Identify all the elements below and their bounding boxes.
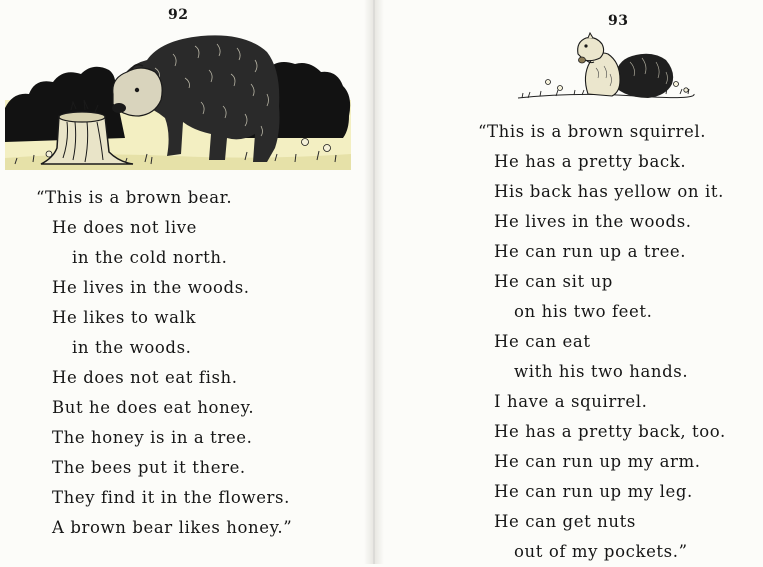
text-line: He can run up my leg. [494,482,693,501]
text-line: He can run up my arm. [494,452,701,471]
text-line: He lives in the woods. [52,278,250,297]
page-number: 93 [608,13,629,29]
left-page-text [36,183,292,543]
squirrel-illustration [516,32,696,107]
text-line: His back has yellow on it. [494,182,724,201]
text-line: He can sit up [494,272,613,291]
text-line: He does not eat fish. [52,368,238,387]
text-line: But he does eat honey. [52,398,255,417]
text-line: The bees put it there. [52,458,246,477]
right-page [380,0,763,564]
right-page-text [478,117,726,567]
left-page [0,0,372,564]
text-line: The honey is in a tree. [52,428,253,447]
text-line: in the woods. [72,338,192,357]
text-line: He can run up a tree. [494,242,687,261]
text-line: in the cold north. [72,248,228,267]
text-line: He lives in the woods. [494,212,692,231]
text-line: out of my pockets.” [514,542,688,561]
text-line: He does not live [52,218,198,237]
bear-illustration [5,30,351,170]
page-number: 92 [168,7,189,23]
text-line: “This is a brown squirrel. [478,122,707,141]
text-line: with his two hands. [514,362,689,381]
text-line: A brown bear likes honey.” [52,518,293,537]
text-line: He can eat [494,332,591,351]
text-line: He has a pretty back, too. [494,422,726,441]
text-line: on his two feet. [514,302,653,321]
text-line: He can get nuts [494,512,636,531]
text-line: I have a squirrel. [494,392,648,411]
text-line: “This is a brown bear. [36,188,233,207]
text-line: They find it in the flowers. [52,488,290,507]
text-line: He has a pretty back. [494,152,687,171]
text-line: He likes to walk [52,308,197,327]
